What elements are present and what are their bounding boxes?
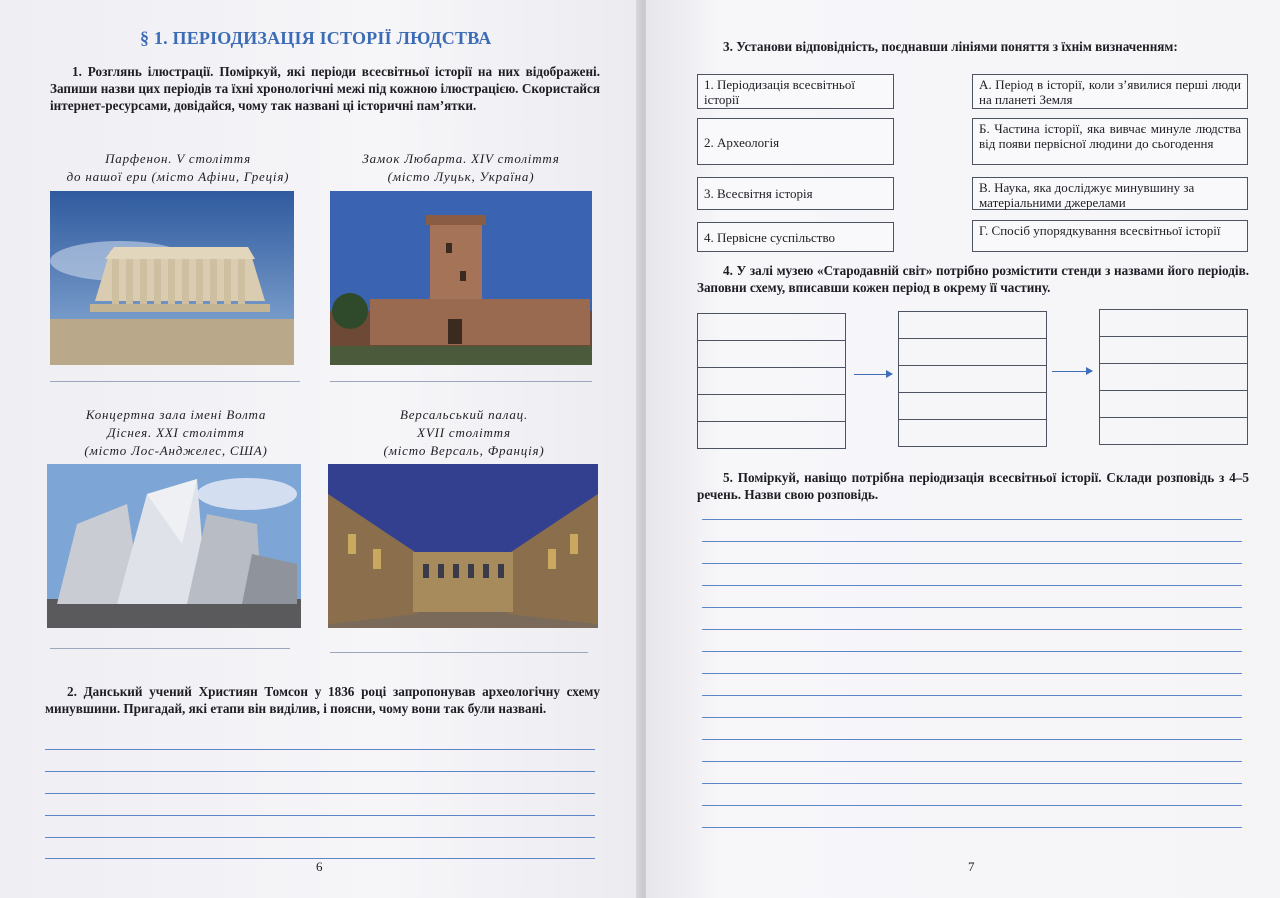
writing-line <box>702 783 1242 784</box>
writing-line <box>702 805 1242 806</box>
parthenon-illustration <box>50 191 294 365</box>
lubart-castle-photo <box>330 191 592 365</box>
term-1: 1. Періодизація всесвітньої історії <box>697 74 894 109</box>
definition-a: А. Період в історії, коли з’явилися перші люди на планеті Земля <box>972 74 1248 109</box>
term-2: 2. Археологія <box>697 118 894 165</box>
scheme-cell[interactable] <box>1100 364 1247 391</box>
writing-line <box>702 761 1242 762</box>
scheme-column-2 <box>898 311 1047 447</box>
definition-v: В. Наука, яка досліджує минувшину за матеріальними джерелами <box>972 177 1248 210</box>
writing-line <box>45 793 595 794</box>
caption-line: Замок Любарта. XIV століття <box>362 151 560 166</box>
right-page <box>646 0 1280 898</box>
definition-h: Г. Спосіб упорядкування всесвітньої історії <box>972 220 1248 252</box>
task-3-text: 3. Установи відповідність, поєднавши лініями поняття з їхнім визначенням: <box>723 39 1178 54</box>
scheme-cell[interactable] <box>1100 391 1247 418</box>
writing-line <box>702 519 1242 520</box>
task-5-text: 5. Поміркуй, навіщо потрібна періодизація всесвітньої історії. Склади розповідь з 4–5 речень. Назви свою розповідь. <box>697 470 1249 502</box>
term-3: 3. Всесвітня історія <box>697 177 894 210</box>
photo-caption-versailles <box>330 406 598 460</box>
scheme-cell[interactable] <box>698 395 845 422</box>
arrow-right-icon <box>1052 371 1092 372</box>
photo-caption-parthenon <box>50 150 306 186</box>
task-1-text: 1. Розглянь ілюстрації. Поміркуй, які періоди всесвітньої історії на них відображені. Запиши назви цих періодів та їхні хронологічні межі під кожною ілюстрацією. Скористайся інтернет-ресурсами, довідайся, чому так названі ці історичні пам’ятки. <box>50 64 600 113</box>
arrow-right-icon <box>854 374 892 375</box>
writing-line <box>702 739 1242 740</box>
task-2-text: 2. Данський учений Християн Томсон у 1836 році запропонував археологічну схему минувшини. Пригадай, які етапи він виділив, і поясни, чому вони так були названі. <box>45 684 600 716</box>
writing-line <box>702 541 1242 542</box>
scheme-column-3 <box>1099 309 1248 445</box>
scheme-cell[interactable] <box>899 393 1046 420</box>
palace-illustration <box>328 464 598 628</box>
answer-line <box>50 381 300 382</box>
writing-line <box>702 629 1242 630</box>
scheme-column-1 <box>697 313 846 449</box>
scheme-cell[interactable] <box>1100 418 1247 445</box>
scheme-cell[interactable] <box>1100 310 1247 337</box>
caption-line: (місто Луцьк, Україна) <box>387 169 535 184</box>
caption-line: Парфенон. V століття <box>105 151 251 166</box>
writing-line <box>702 585 1242 586</box>
scheme-cell[interactable] <box>698 341 845 368</box>
answer-line <box>330 381 592 382</box>
scheme-cell[interactable] <box>899 339 1046 366</box>
task-4-text: 4. У залі музею «Стародавній світ» потрібно розмістити стенди з назвами його періодів. Заповни схему, вписавши кожен період в окрему її частину. <box>697 263 1249 295</box>
writing-line <box>45 771 595 772</box>
writing-line <box>702 695 1242 696</box>
writing-line <box>702 717 1242 718</box>
writing-line <box>702 827 1242 828</box>
caption-line: Версальський палац. <box>399 407 529 422</box>
caption-line: (місто Лос-Анджелес, США) <box>84 443 268 458</box>
scheme-cell[interactable] <box>698 368 845 395</box>
page-number: 7 <box>968 859 975 874</box>
page-title: § 1. ПЕРІОДИЗАЦІЯ ІСТОРІЇ ЛЮДСТВА <box>140 28 492 48</box>
photo-caption-disney-hall <box>50 406 302 460</box>
caption-line: Діснея. XXI століття <box>107 425 245 440</box>
answer-line <box>50 648 290 649</box>
scheme-cell[interactable] <box>899 366 1046 393</box>
parthenon-photo <box>50 191 294 365</box>
scheme-cell[interactable] <box>698 422 845 449</box>
page-number: 6 <box>316 859 323 874</box>
caption-line: XVII століття <box>417 425 511 440</box>
disney-hall-photo <box>47 464 301 628</box>
scheme-cell[interactable] <box>1100 337 1247 364</box>
caption-line: (місто Версаль, Франція) <box>383 443 545 458</box>
writing-line <box>702 673 1242 674</box>
definition-b: Б. Частина історії, яка вивчає минуле людства від появи первісної людини до сьогодення <box>972 118 1248 165</box>
concert-hall-illustration <box>47 464 301 628</box>
scheme-cell[interactable] <box>899 420 1046 447</box>
caption-line: до нашої ери (місто Афіни, Греція) <box>66 169 290 184</box>
writing-line <box>45 837 595 838</box>
caption-line: Концертна зала імені Волта <box>85 407 267 422</box>
castle-illustration <box>330 191 592 365</box>
writing-line <box>702 651 1242 652</box>
answer-line <box>330 652 588 653</box>
versailles-photo <box>328 464 598 628</box>
scheme-cell[interactable] <box>698 314 845 341</box>
photo-caption-lubart-castle <box>330 150 592 186</box>
writing-line <box>45 749 595 750</box>
writing-line <box>702 607 1242 608</box>
scheme-cell[interactable] <box>899 312 1046 339</box>
term-4: 4. Первісне суспільство <box>697 222 894 252</box>
writing-line <box>45 815 595 816</box>
writing-line <box>702 563 1242 564</box>
